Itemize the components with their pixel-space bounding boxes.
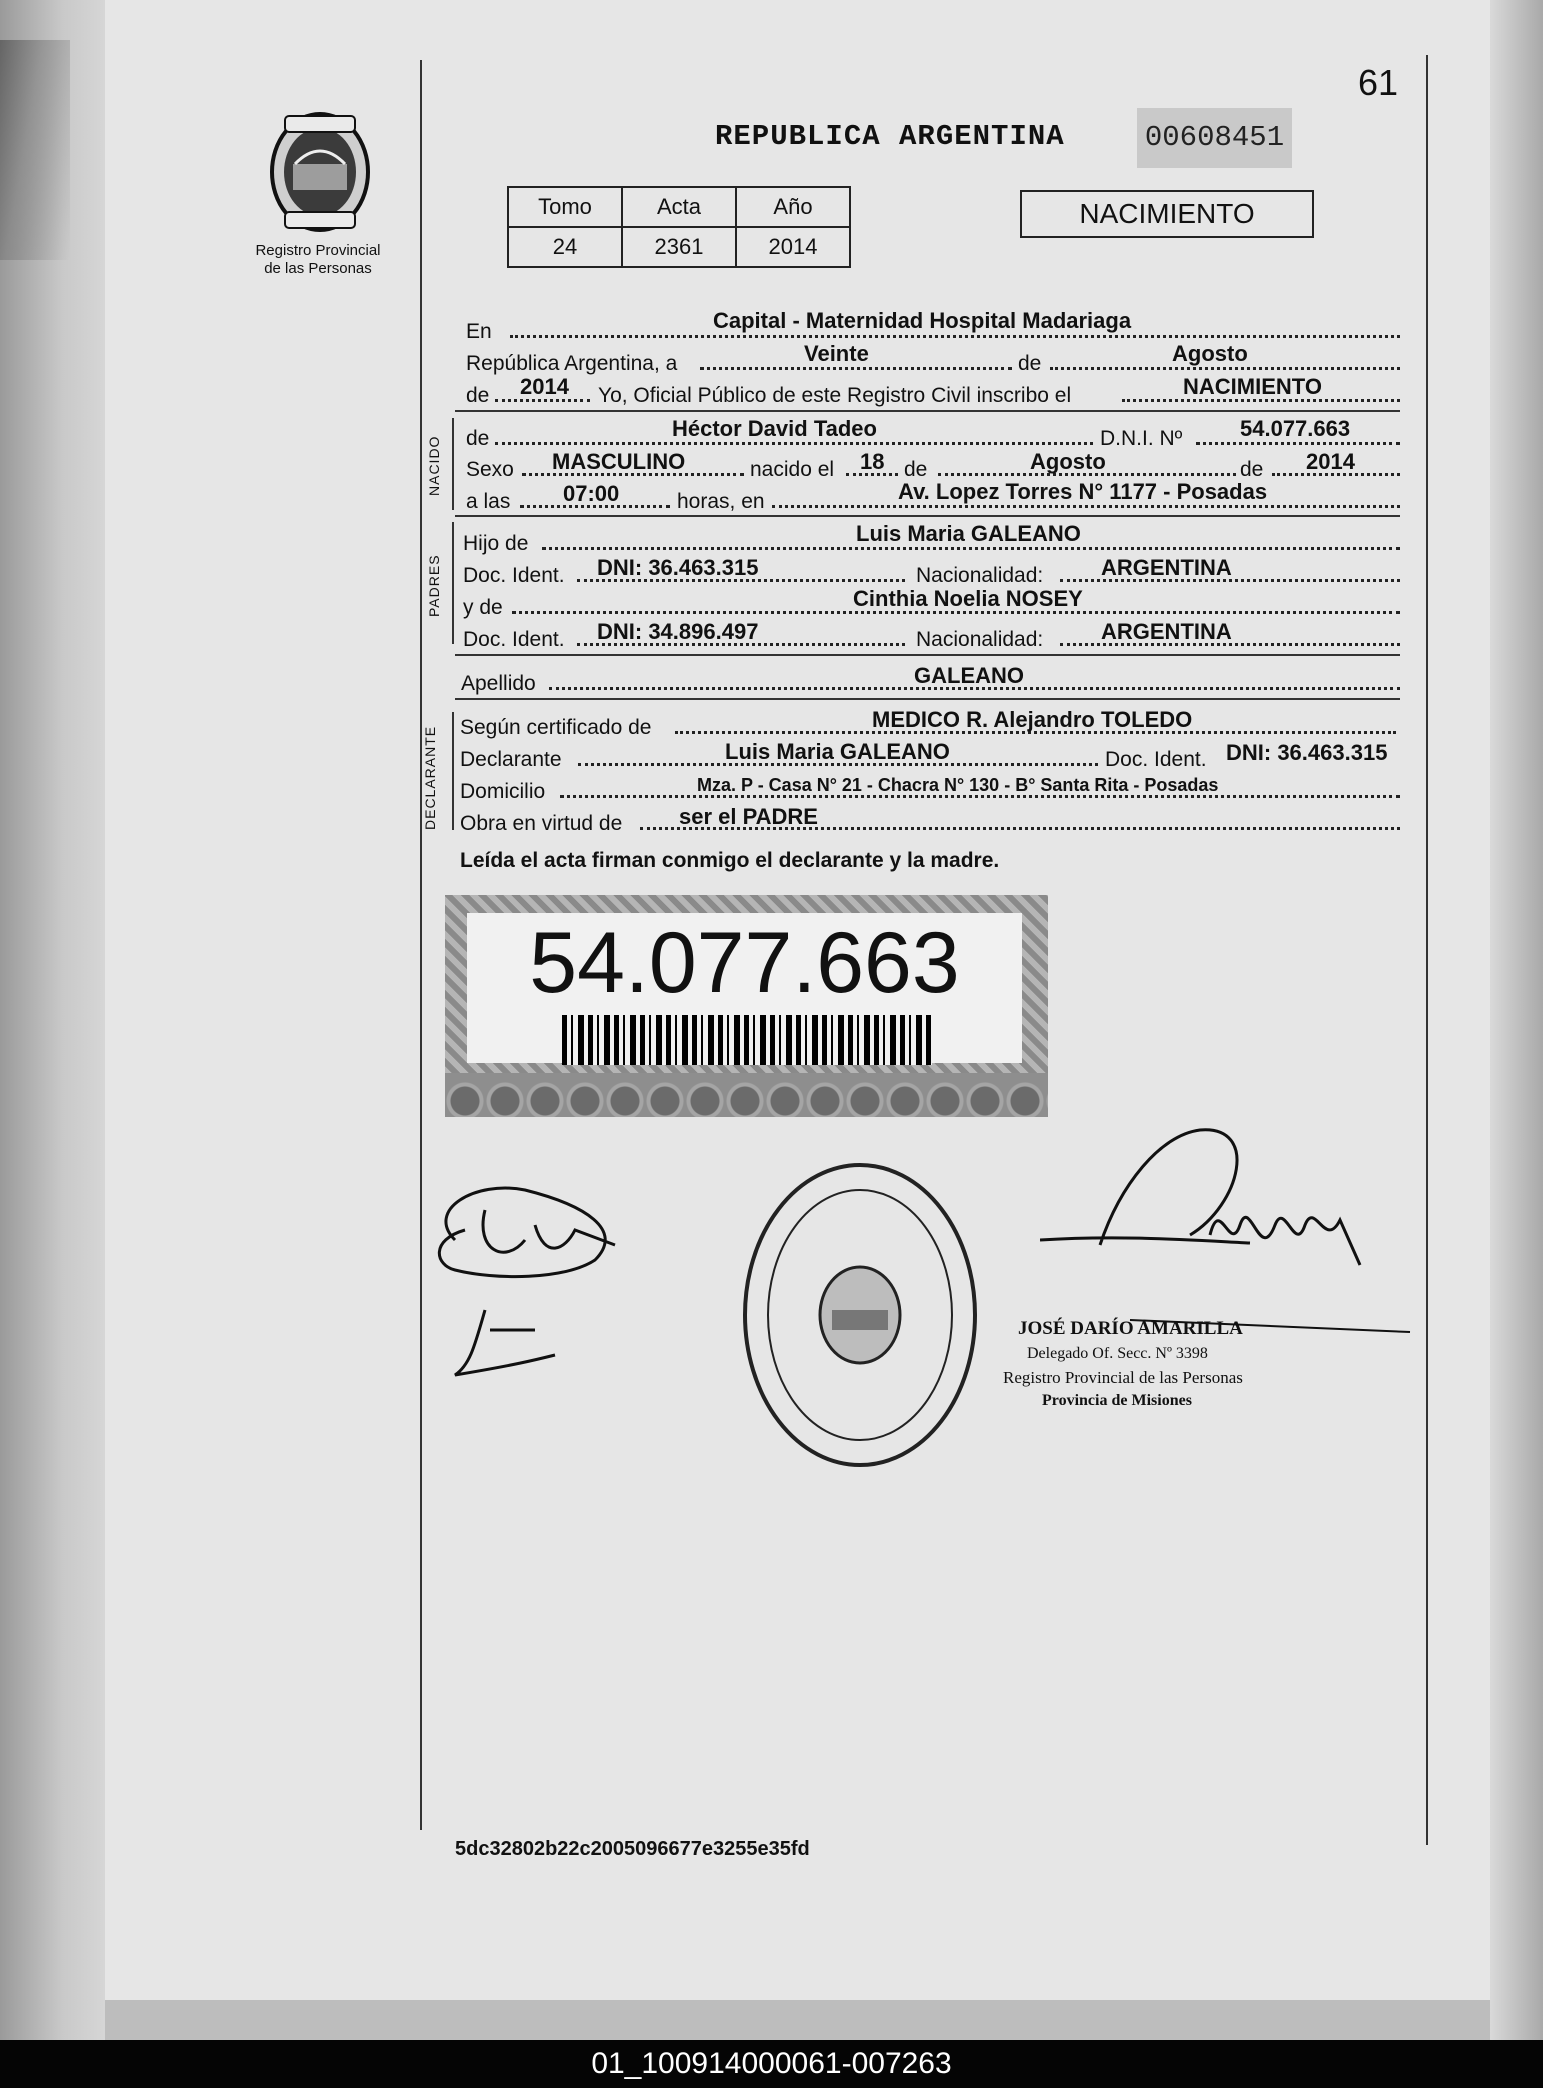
section-bar (452, 712, 454, 830)
mother-name: Cinthia Noelia NOSEY (853, 586, 1083, 611)
registration-type-value: NACIMIENTO (1183, 374, 1322, 399)
nacionalidad-label-2: Nacionalidad: (916, 628, 1044, 651)
dni-label: D.N.I. Nº (1100, 427, 1183, 450)
horas-label: horas, en (677, 490, 765, 513)
domicilio-value: Mza. P - Casa N° 21 - Chacra N° 130 - B° Santa Rita - Posadas (697, 775, 1219, 795)
barcode-graphic (562, 1015, 932, 1065)
child-name: Héctor David Tadeo (672, 416, 877, 441)
dni-sticker-panel (467, 913, 1022, 1063)
document-hash: 5dc32802b22c2005096677e3255e35fd (455, 1838, 810, 1860)
section-label-padres: PADRES (426, 554, 442, 617)
father-doc: DNI: 36.463.315 (597, 555, 759, 580)
place-value: Capital - Maternidad Hospital Madariaga (713, 308, 1132, 333)
yo-text: Yo, Oficial Público de este Registro Civil inscribo el (598, 384, 1072, 407)
certificado-value: MEDICO R. Alejandro TOLEDO (872, 707, 1193, 732)
section-divider (455, 515, 1400, 517)
official-seal-stamp (740, 1160, 980, 1470)
logo-caption-line1: Registro Provincial (255, 242, 381, 259)
section-divider (455, 698, 1400, 700)
en-label: En (466, 320, 492, 343)
birth-year-value: 2014 (1306, 449, 1355, 474)
de-label: de (466, 427, 490, 450)
birth-time-value: 07:00 (563, 481, 620, 506)
birth-month-value: Agosto (1030, 449, 1106, 474)
doc-ident-label-3: Doc. Ident. (1105, 748, 1207, 771)
declarante-label: Declarante (460, 748, 562, 771)
ref-value-anio: 2014 (736, 227, 850, 267)
document-type-box: NACIMIENTO (1020, 190, 1314, 238)
document-title: REPUBLICA ARGENTINA (715, 120, 1065, 153)
official-signature (1040, 1125, 1420, 1345)
scan-filename-bar: 01_100914000061-007263 (0, 2040, 1543, 2088)
apellido-value: GALEANO (914, 663, 1024, 688)
dni-sticker-number: 54.077.663 (529, 915, 960, 1011)
ref-value-acta: 2361 (622, 227, 736, 267)
page-number: 61 (1358, 62, 1399, 103)
ref-header-tomo: Tomo (508, 187, 622, 227)
sticker-pattern-strip (445, 1073, 1048, 1117)
sexo-label: Sexo (466, 458, 514, 481)
left-margin-line (420, 60, 422, 1830)
ref-header-acta: Acta (622, 187, 736, 227)
obra-label: Obra en virtud de (460, 812, 623, 835)
page-edge-shadow (1490, 0, 1543, 2040)
declarante-value: Luis Maria GALEANO (725, 739, 950, 764)
serial-number: 00608451 (1137, 108, 1292, 168)
ref-value-tomo: 24 (508, 227, 622, 267)
child-dni: 54.077.663 (1240, 416, 1351, 441)
day-value: Veinte (804, 341, 869, 366)
torn-edge (0, 40, 70, 260)
de-label-3: de (1240, 458, 1264, 481)
signatory-name: JOSÉ DARÍO AMARILLA (1018, 1318, 1243, 1339)
doc-ident-label: Doc. Ident. (463, 564, 565, 587)
nacionalidad-label: Nacionalidad: (916, 564, 1044, 587)
section-bar (452, 522, 454, 644)
republica-label: República Argentina, a (466, 352, 678, 375)
father-name: Luis Maria GALEANO (856, 521, 1081, 546)
domicilio-label: Domicilio (460, 780, 546, 803)
logo-caption (238, 242, 398, 278)
signatory-province: Provincia de Misiones (1042, 1392, 1192, 1409)
apellido-label: Apellido (461, 672, 536, 695)
section-divider (455, 410, 1400, 412)
reference-table (507, 186, 851, 268)
section-divider (455, 654, 1400, 656)
father-nationality: ARGENTINA (1101, 555, 1232, 580)
birth-day-value: 18 (860, 449, 885, 474)
doc-ident-label-2: Doc. Ident. (463, 628, 565, 651)
month-value: Agosto (1172, 341, 1248, 366)
dni-sticker (445, 895, 1048, 1117)
signatory-title: Delegado Of. Secc. Nº 3398 (1027, 1345, 1208, 1362)
year-value: 2014 (520, 374, 569, 399)
misiones-coat-of-arms-icon (265, 108, 375, 236)
nacido-label: nacido el (750, 458, 835, 481)
y-de-label: y de (463, 596, 503, 619)
hijo-de-label: Hijo de (463, 532, 529, 555)
year-prefix-label: de (466, 384, 490, 407)
section-label-declarante: DECLARANTE (422, 725, 438, 830)
certificado-label: Según certificado de (460, 716, 652, 739)
de-label-2: de (904, 458, 928, 481)
de-label: de (1018, 352, 1042, 375)
scan-background-left (0, 0, 105, 2040)
declarante-doc: DNI: 36.463.315 (1226, 740, 1388, 765)
mother-nationality: ARGENTINA (1101, 619, 1232, 644)
right-margin-line (1426, 55, 1428, 1845)
closing-statement: Leída el acta firman conmigo el declarante y la madre. (460, 849, 1000, 872)
ref-header-anio: Año (736, 187, 850, 227)
mother-doc: DNI: 34.896.497 (597, 619, 759, 644)
logo-caption-line2: de las Personas (264, 260, 372, 277)
signatory-office: Registro Provincial de las Personas (1003, 1368, 1243, 1387)
a-las-label: a las (466, 490, 511, 513)
birth-place-value: Av. Lopez Torres N° 1177 - Posadas (898, 479, 1268, 504)
section-bar (452, 418, 454, 510)
sexo-value: MASCULINO (552, 449, 686, 474)
section-label-nacido: NACIDO (426, 435, 442, 496)
declarant-signature (415, 1170, 675, 1385)
obra-value: ser el PADRE (679, 804, 818, 829)
